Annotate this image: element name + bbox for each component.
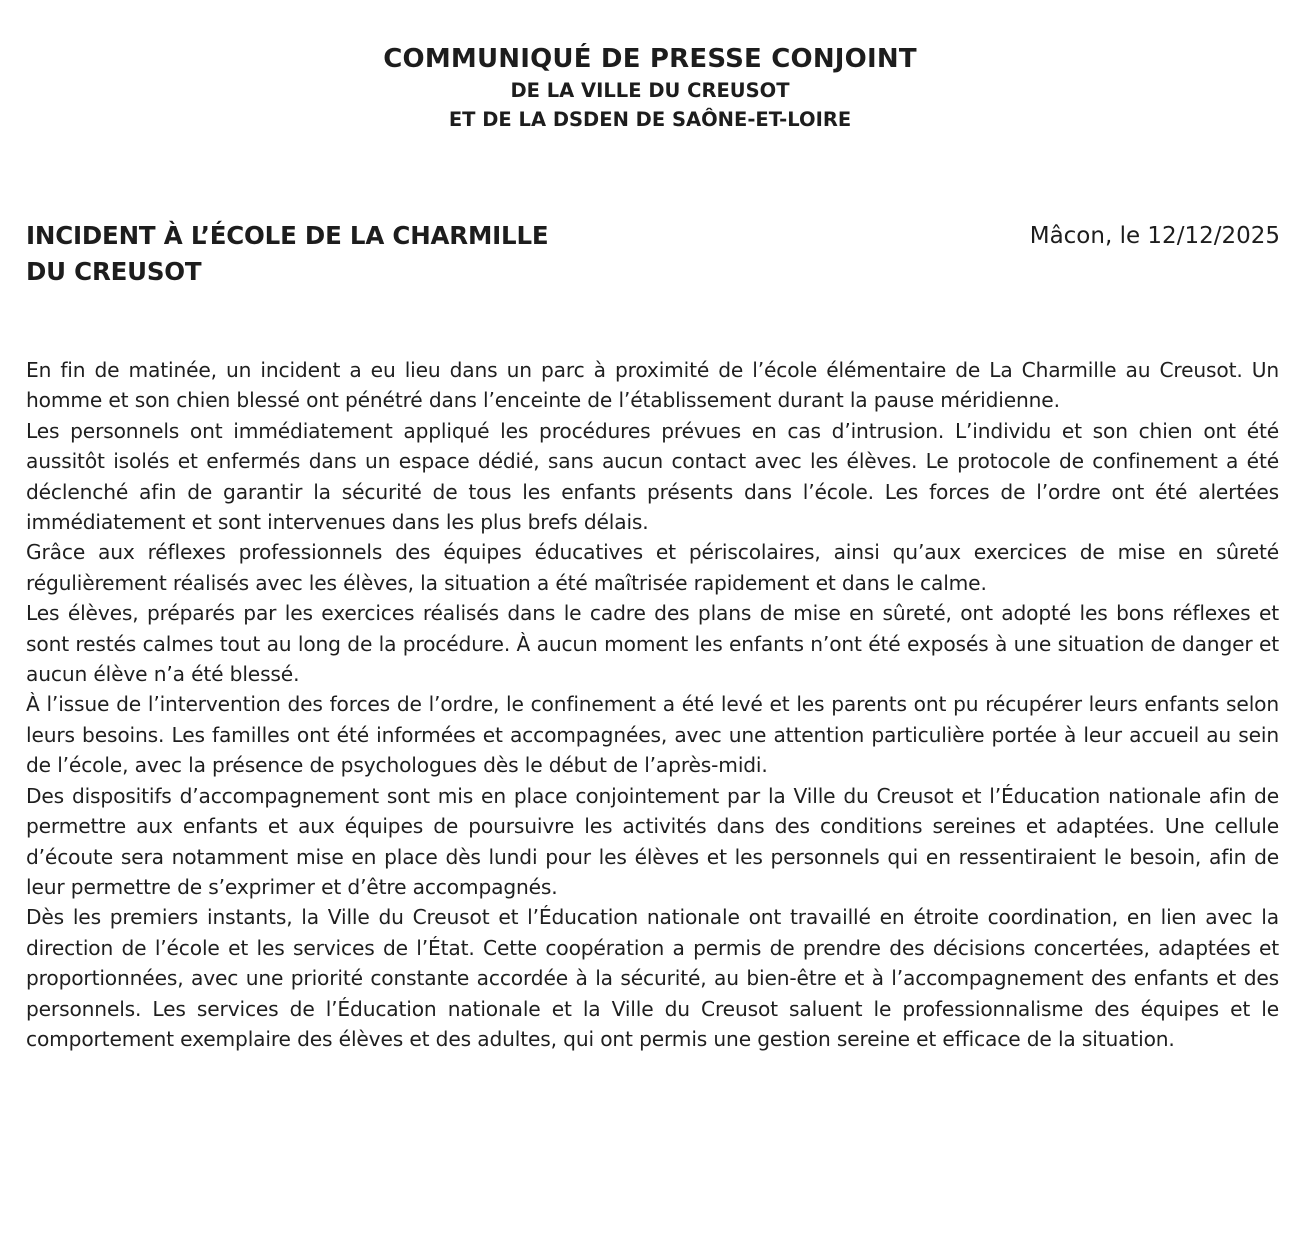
paragraph-reflexes: Grâce aux réflexes professionnels des équipes éducatives et périscolaires, ainsi qu’aux exercices de mise en sûreté régulièrement réalisés avec les élèves, la situation a été maîtrisée rapidement et dans le calme.	[26, 540, 1279, 595]
paragraph-procedures: Les personnels ont immédiatement appliqué les procédures prévues en cas d’intrusion. L’individu et son chien ont été aussitôt isolés et enfermés dans un espace dédié, sans aucun contact avec les élèves. Le protocole de confinement a été déclenché afin de garantir la sécurité de tous les enfants présents dans l’école. Les forces de l’ordre ont été alertées immédiatement et sont intervenues dans les plus brefs délais.	[26, 418, 1279, 535]
press-release-body	[26, 355, 1279, 1054]
press-release-headline	[26, 218, 548, 290]
paragraph-coordination: Dès les premiers instants, la Ville du Creusot et l’Éducation nationale ont travaillé en étroite coordination, en lien avec la direction de l’école et les services de l’État. Cette coopération a permis de prendre des décisions concertées, adaptées et proportionnées, avec une priorité constante accordée à la sécurité, au bien-être et à l’accompagnement des enfants et des personnels. Les services de l’Éducation nationale et la Ville du Creusot saluent le professionnalisme des équipes et le comportement exemplaire des élèves et des adultes, qui ont permis une gestion sereine et efficace de la situation.	[26, 905, 1279, 1051]
paragraph-aftermath: À l’issue de l’intervention des forces de l’ordre, le confinement a été levé et les parents ont pu récupérer leurs enfants selon leurs besoins. Les familles ont été informées et accompagnées, avec une attention particulière portée à leur accueil au sein de l’école, avec la présence de psychologues dès le début de l’après-midi.	[26, 692, 1279, 778]
headline-line-1: INCIDENT À L’ÉCOLE DE LA CHARMILLE	[26, 221, 549, 250]
headline-line-2: DU CREUSOT	[26, 257, 202, 286]
issuer-line-1: DE LA VILLE DU CREUSOT	[510, 79, 790, 102]
paragraph-students: Les élèves, préparés par les exercices réalisés dans le cadre des plans de mise en sûreté, ont adopté les bons réflexes et sont restés calmes tout au long de la procédure. À aucun moment les enfants n’ont été exposés à une situation de danger et aucun élève n’a été blessé.	[26, 601, 1279, 687]
document-type-title: COMMUNIQUÉ DE PRESSE CONJOINT	[383, 44, 917, 74]
issuer-line-2: ET DE LA DSDEN DE SAÔNE-ET-LOIRE	[448, 108, 852, 131]
paragraph-incident: En fin de matinée, un incident a eu lieu dans un parc à proximité de l’école élémentaire de La Charmille au Creusot. Un homme et son chien blessé ont pénétré dans l’enceinte de l’établissement durant la pause méridienne.	[26, 358, 1279, 413]
paragraph-support: Des dispositifs d’accompagnement sont mis en place conjointement par la Ville du Creusot et l’Éducation nationale afin de permettre aux enfants et aux équipes de poursuivre les activités dans des conditions sereines et adaptées. Une cellule d’écoute sera notamment mise en place dès lundi pour les élèves et les personnels qui en ressentiraient le besoin, afin de leur permettre de s’exprimer et d’être accompagnés.	[26, 783, 1279, 899]
press-release-masthead	[0, 42, 1300, 134]
dateline: Mâcon, le 12/12/2025	[1029, 223, 1280, 249]
